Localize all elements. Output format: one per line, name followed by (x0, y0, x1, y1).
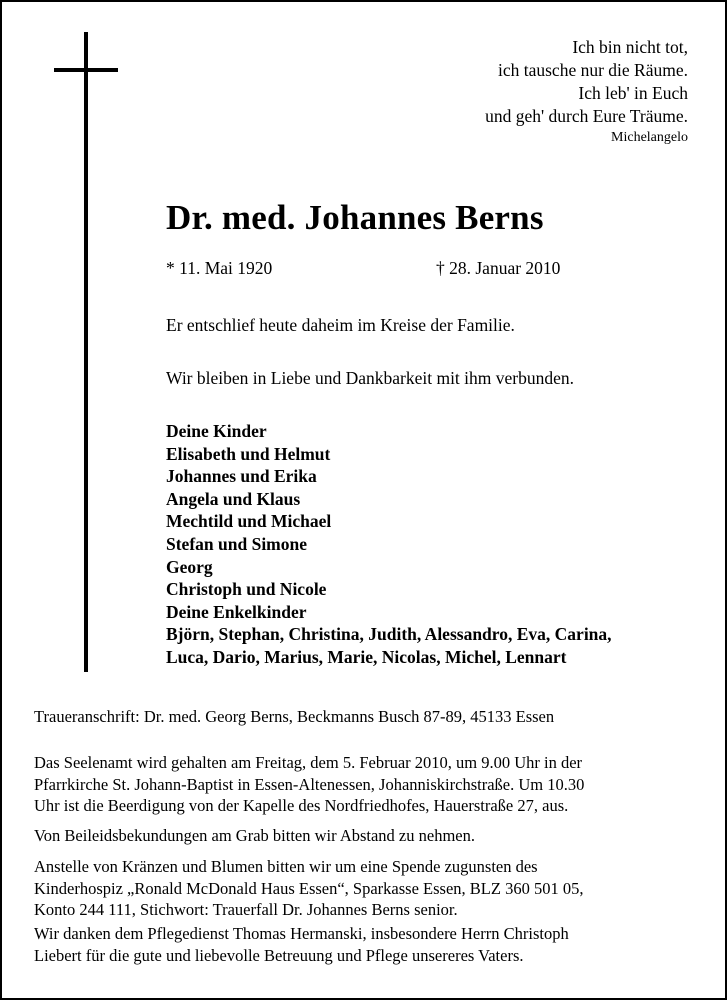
quote (485, 36, 688, 148)
donation-line: Konto 244 111, Stichwort: Trauerfall Dr. Johannes Berns senior. (34, 900, 458, 919)
cross-icon (84, 32, 88, 672)
remembrance-text: Wir bleiben in Liebe und Dankbarkeit mit ihm verbunden. (166, 368, 575, 388)
cross-icon-bar (54, 68, 118, 72)
quote-line: ich tausche nur die Räume. (497, 60, 688, 80)
family-line: Johannes und Erika (166, 466, 317, 487)
quote-author: Michelangelo (611, 130, 688, 145)
donation-info (34, 856, 699, 921)
family-line: Deine Kinder (166, 421, 267, 441)
family-list (166, 420, 612, 669)
thanks-line: Liebert für die gute und liebevolle Betreuung und Pflege unsereres Vaters. (34, 945, 524, 965)
mourning-address: Traueranschrift: Dr. med. Georg Berns, Beckmanns Busch 87-89, 45133 Essen (34, 707, 555, 726)
service-line: Uhr ist die Beerdigung von der Kapelle des Nordfriedhofes, Hauerstraße 27, aus. (34, 796, 569, 815)
service-info (34, 752, 699, 817)
family-line: Björn, Stephan, Christina, Judith, Alessandro, Eva, Carina, (166, 624, 612, 645)
family-line: Luca, Dario, Marius, Marie, Nicolas, Michel, Lennart (166, 646, 567, 667)
service-line: Pfarrkirche St. Johann-Baptist in Essen-Altenessen, Johanniskirchstraße. Um 10.30 (34, 774, 585, 794)
family-line: Georg (166, 556, 213, 577)
donation-line: Kinderhospiz „Ronald McDonald Haus Essen“, Sparkasse Essen, BLZ 360 501 05, (34, 878, 584, 898)
thanks-line: Wir danken dem Pflegedienst Thomas Hermanski, insbesondere Herrn Christoph (34, 924, 569, 943)
birth-date: * 11. Mai 1920 (166, 258, 273, 278)
passing-text: Er entschlief heute daheim im Kreise der Familie. (166, 315, 515, 335)
service-line: Das Seelenamt wird gehalten am Freitag, dem 5. Februar 2010, um 9.00 Uhr in der (34, 753, 583, 772)
quote-line: Ich leb' in Euch (578, 83, 688, 103)
family-line: Mechtild und Michael (166, 511, 332, 532)
family-line: Stefan und Simone (166, 533, 308, 554)
quote-line: und geh' durch Eure Träume. (485, 106, 688, 126)
death-date: † 28. Januar 2010 (436, 258, 561, 278)
donation-line: Anstelle von Kränzen und Blumen bitten wir um eine Spende zugunsten des (34, 857, 538, 876)
family-line: Angela und Klaus (166, 488, 301, 509)
quote-line: Ich bin nicht tot, (572, 37, 688, 57)
thanks-note (34, 923, 699, 966)
family-line: Christoph und Nicole (166, 579, 327, 600)
condolences-note: Von Beileidsbekundungen am Grab bitten wir Abstand zu nehmen. (34, 826, 475, 845)
deceased-name: Dr. med. Johannes Berns (166, 198, 544, 237)
family-line: Elisabeth und Helmut (166, 443, 331, 464)
family-line: Deine Enkelkinder (166, 601, 307, 622)
